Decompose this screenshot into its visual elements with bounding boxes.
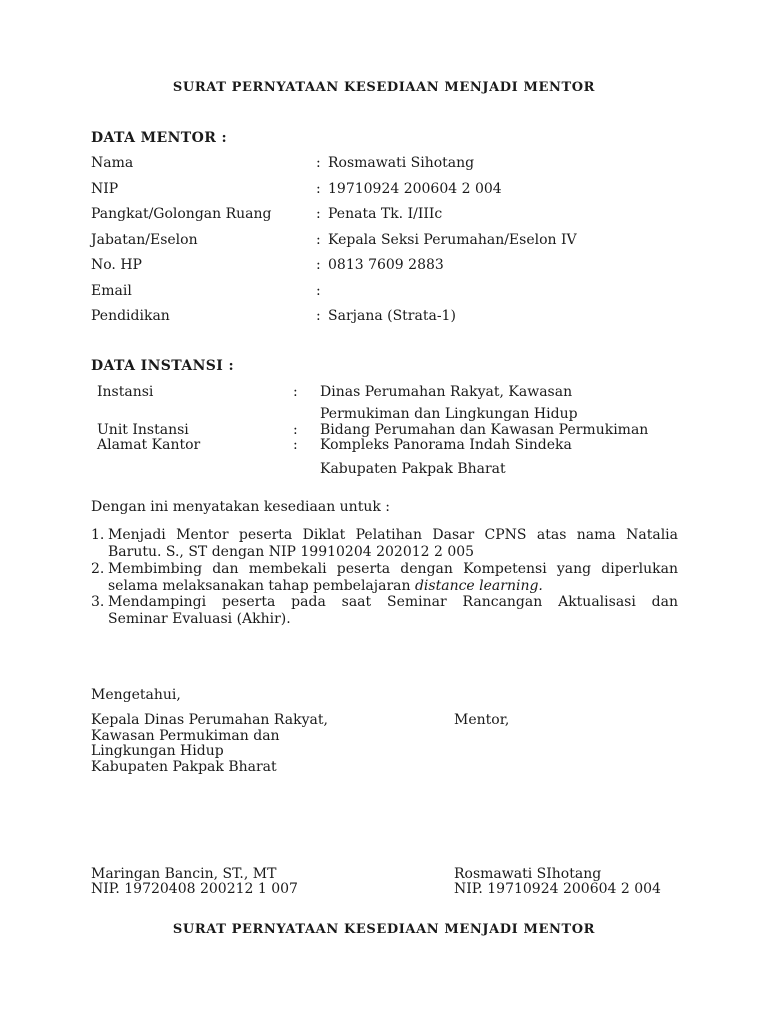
distance-learning-text: distance learning.: [414, 578, 543, 594]
right-signatory-title: Mentor,: [454, 712, 510, 728]
mentor-label-nama: Nama: [91, 155, 134, 171]
mentor-separator: :: [316, 257, 321, 273]
unit-instansi-label: Unit Instansi: [97, 422, 189, 438]
mentor-separator: :: [316, 283, 321, 299]
instansi-value-line2: Permukiman dan Lingkungan Hidup: [320, 406, 578, 422]
statement-item-1-line2: Barutu. S., ST dengan NIP 19910204 202012 2 005: [108, 544, 475, 560]
left-signatory-title-line1: Kepala Dinas Perumahan Rakyat,: [91, 712, 328, 728]
alamat-kantor-value-line2: Kabupaten Pakpak Bharat: [320, 461, 506, 477]
left-signatory-nip: NIP. 19720408 200212 1 007: [91, 881, 298, 897]
statement-item-number: 3.: [91, 594, 105, 610]
left-signatory-title-line2: Kawasan Permukiman dan: [91, 728, 280, 744]
alamat-kantor-label: Alamat Kantor: [97, 437, 201, 453]
left-signatory-name: Maringan Bancin, ST., MT: [91, 866, 277, 882]
document-title: SURAT PERNYATAAN KESEDIAAN MENJADI MENTOR: [172, 80, 596, 95]
mentor-value-pendidikan: Sarjana (Strata-1): [328, 308, 456, 324]
statement-intro: Dengan ini menyatakan kesediaan untuk :: [91, 499, 390, 515]
right-signatory-name: Rosmawati SIhotang: [454, 866, 602, 882]
mentor-label-hp: No. HP: [91, 257, 142, 273]
mengetahui-label: Mengetahui,: [91, 687, 181, 703]
mentor-label-jabatan: Jabatan/Eselon: [91, 232, 198, 248]
instansi-separator: :: [293, 384, 298, 400]
instansi-section-heading: DATA INSTANSI :: [91, 358, 235, 374]
left-signatory-title-line4: Kabupaten Pakpak Bharat: [91, 759, 277, 775]
statement-item-1-line1: Menjadi Mentor peserta Diklat Pelatihan Dasar CPNS atas nama Natalia: [108, 527, 678, 543]
statement-item-2-line2-text: selama melaksanakan tahap pembelajaran: [108, 578, 415, 594]
statement-item-3-line1: Mendampingi peserta pada saat Seminar Rancangan Aktualisasi dan: [108, 594, 678, 610]
next-page-title: SURAT PERNYATAAN KESEDIAAN MENJADI MENTOR: [172, 922, 596, 937]
mentor-value-pangkat: Penata Tk. I/IIIc: [328, 206, 443, 222]
mentor-label-pendidikan: Pendidikan: [91, 308, 170, 324]
mentor-value-jabatan: Kepala Seksi Perumahan/Eselon IV: [328, 232, 577, 248]
mentor-separator: :: [316, 155, 321, 171]
statement-item-number: 1.: [91, 527, 105, 543]
left-signatory-title-line3: Lingkungan Hidup: [91, 743, 224, 759]
mentor-value-hp: 0813 7609 2883: [328, 257, 444, 273]
statement-item-2-line1: Membimbing dan membekali peserta dengan Kompetensi yang diperlukan: [108, 561, 678, 577]
statement-item-number: 2.: [91, 561, 105, 577]
mentor-separator: :: [316, 308, 321, 324]
mentor-label-email: Email: [91, 283, 132, 299]
mentor-label-pangkat: Pangkat/Golongan Ruang: [91, 206, 272, 222]
instansi-separator: :: [293, 437, 298, 453]
mentor-separator: :: [316, 206, 321, 222]
instansi-value-line1: Dinas Perumahan Rakyat, Kawasan: [320, 384, 573, 400]
mentor-value-nama: Rosmawati Sihotang: [328, 155, 475, 171]
right-signatory-nip: NIP. 19710924 200604 2 004: [454, 881, 661, 897]
statement-item-3-line2: Seminar Evaluasi (Akhir).: [108, 611, 291, 627]
mentor-section-heading: DATA MENTOR :: [91, 130, 228, 146]
mentor-separator: :: [316, 232, 321, 248]
alamat-kantor-value-line1: Kompleks Panorama Indah Sindeka: [320, 437, 572, 453]
statement-item-2-line2: [108, 578, 543, 595]
instansi-separator: :: [293, 422, 298, 438]
instansi-label: Instansi: [97, 384, 154, 400]
mentor-value-nip: 19710924 200604 2 004: [328, 181, 502, 197]
unit-instansi-value: Bidang Perumahan dan Kawasan Permukiman: [320, 422, 649, 438]
mentor-label-nip: NIP: [91, 181, 119, 197]
mentor-separator: :: [316, 181, 321, 197]
